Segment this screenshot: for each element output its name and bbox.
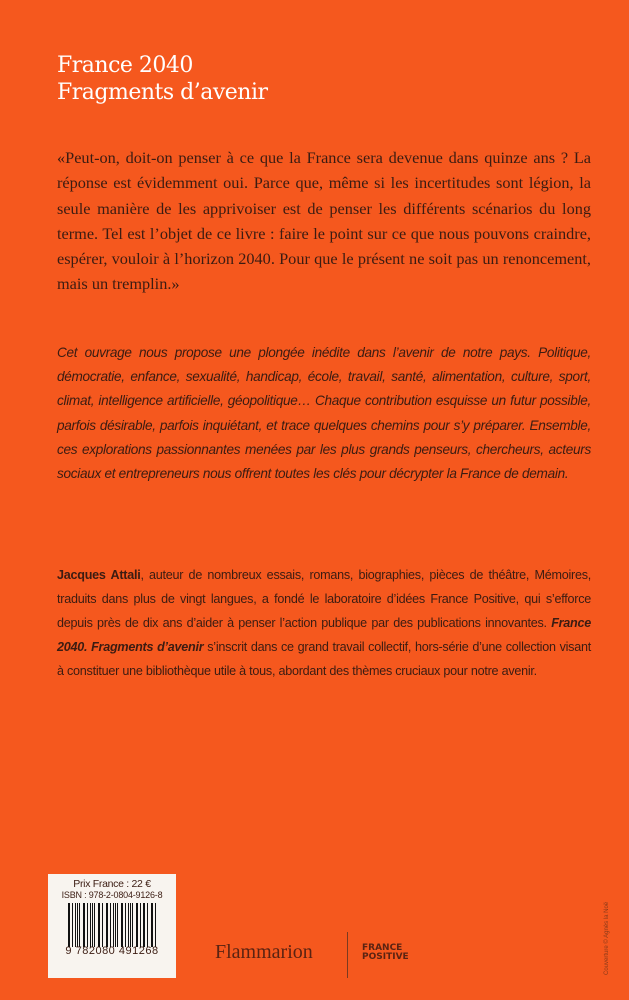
barcode-bar bbox=[151, 903, 152, 947]
publisher-logo: Flammarion bbox=[215, 941, 313, 963]
barcode-bar bbox=[79, 903, 80, 947]
france-positive-logo bbox=[362, 944, 409, 962]
barcode-number: 9 782080 491268 bbox=[65, 945, 159, 957]
cover-credit: Couverture © Agnès la Noë bbox=[604, 901, 610, 975]
isbn: ISBN : 978-2-0804-9126-8 bbox=[61, 890, 163, 900]
barcode-label bbox=[48, 874, 176, 978]
barcode-bar bbox=[72, 903, 73, 947]
title-line-2: Fragments d’avenir bbox=[57, 80, 268, 105]
author-bio bbox=[57, 564, 591, 684]
barcode-bar bbox=[84, 903, 85, 947]
barcode-bar bbox=[122, 903, 123, 947]
book-description: Cet ouvrage nous propose une plongée inédite dans l’avenir de notre pays. Politique, démocratie, enfance, sexualité, handicap, école, travail, santé, alimentation, culture, sport, climat, intelligence artificielle, géopolitique… Chaque contribution esquisse un futur possible, parfois désirable, parfois inquiétant, et trace quelques chemins pour s’y préparer. Ensemble, ces explorations passionnantes menées par les plus grands penseurs, chercheurs, acteurs sociaux et entrepreneurs nous offrent toutes les clés pour décrypter la France de demain. bbox=[57, 345, 591, 482]
logo-divider bbox=[347, 932, 348, 978]
book-title-inline: France 2040. Fragments d’avenir bbox=[57, 615, 591, 654]
logo-line-2: POSITIVE bbox=[362, 952, 409, 962]
barcode-bar bbox=[137, 903, 138, 947]
barcode-bar bbox=[117, 903, 118, 947]
barcode-bar bbox=[144, 903, 145, 947]
barcode-bar bbox=[92, 903, 93, 947]
barcode-bar bbox=[130, 903, 131, 947]
author-quote: «Peut-on, doit-on penser à ce que la France sera devenue dans quinze ans ? La réponse est évidemment oui. Parce que, même si les incertitudes sont légion, la seule manière de les apprivoiser est de penser les différents scénarios du long terme. Tel est l’objet de ce livre : faire le point sur ce que nous pouvons craindre, espérer, vouloir à l’horizon 2040. Pour que le présent ne soit pas un renoncement, mais un tremplin.» bbox=[57, 148, 591, 294]
barcode-bar bbox=[110, 903, 111, 947]
author-name: Jacques Attali bbox=[57, 568, 141, 582]
barcode-bar bbox=[94, 903, 95, 947]
price: Prix France : 22 € bbox=[73, 878, 151, 890]
bio-text-1: , auteur de nombreux essais, romans, biographies, pièces de théâtre, Mémoires, traduits dans plus de vingt langues, a fondé le laboratoire d’idées France Positive, qui s’efforce depuis près de dix ans d’aider à penser l’action publique par des publications innovantes. bbox=[57, 568, 591, 630]
barcode-bar bbox=[102, 903, 103, 947]
book-title bbox=[57, 52, 268, 106]
barcode-bars bbox=[68, 903, 158, 947]
logo-line-1: FRANCE bbox=[362, 943, 403, 953]
bio-text-2: s’inscrit dans ce grand travail collectif, hors-série d’une collection visant à constituer une bibliothèque utile à tous, abordant des thèmes cruciaux pour notre avenir. bbox=[57, 639, 591, 678]
title-line-1: France 2040 bbox=[57, 53, 193, 78]
